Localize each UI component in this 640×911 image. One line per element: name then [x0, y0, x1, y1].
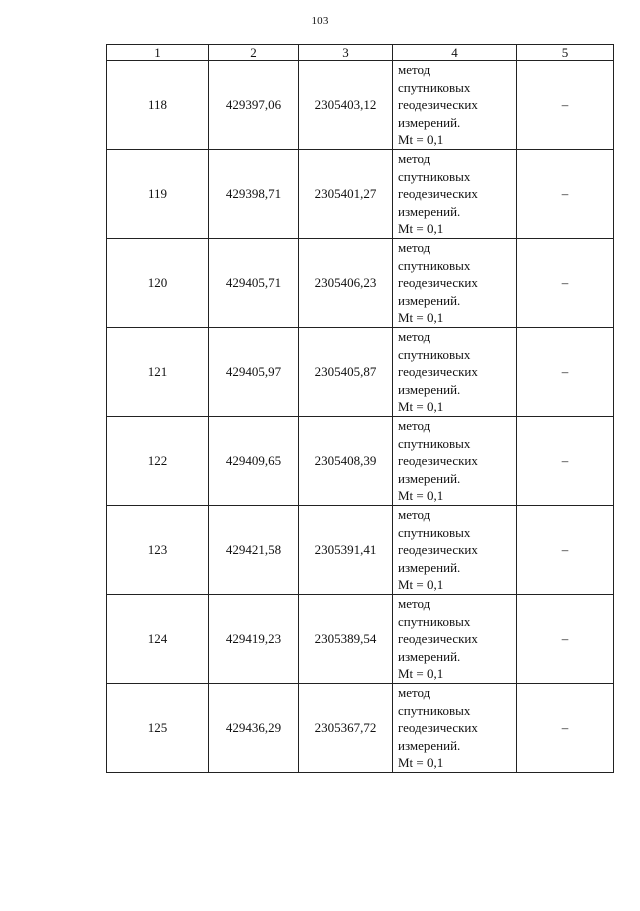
method-line: геодезических [398, 542, 478, 558]
point-number-cell: 119 [107, 150, 209, 239]
coordinates-table [106, 44, 614, 773]
method-line: измерений. [398, 559, 461, 575]
column-header-2: 2 [209, 45, 299, 61]
x-coordinate-cell: 429397,06 [209, 61, 299, 150]
method-cell [393, 506, 517, 595]
x-coordinate-cell: 429419,23 [209, 595, 299, 684]
method-line: спутниковых [398, 346, 471, 362]
table-row [107, 417, 614, 506]
method-line: измерений. [398, 292, 461, 308]
table-row [107, 328, 614, 417]
method-line: метод [398, 596, 431, 612]
y-coordinate-cell: 2305367,72 [299, 684, 393, 773]
method-cell [393, 239, 517, 328]
column-header-1: 1 [107, 45, 209, 61]
note-cell: – [517, 328, 614, 417]
method-line: спутниковых [398, 702, 471, 718]
method-cell [393, 417, 517, 506]
method-line: геодезических [398, 453, 478, 469]
y-coordinate-cell: 2305405,87 [299, 328, 393, 417]
note-cell: – [517, 417, 614, 506]
table-row [107, 595, 614, 684]
note-cell: – [517, 239, 614, 328]
method-line: Mt = 0,1 [398, 399, 444, 415]
method-line: спутниковых [398, 79, 471, 95]
method-line: метод [398, 685, 431, 701]
point-number-cell: 120 [107, 239, 209, 328]
method-line: геодезических [398, 720, 478, 736]
column-header-5: 5 [517, 45, 614, 61]
table-row [107, 684, 614, 773]
method-cell [393, 61, 517, 150]
x-coordinate-cell: 429398,71 [209, 150, 299, 239]
table-body [107, 61, 614, 773]
method-line: измерений. [398, 470, 461, 486]
method-line: Mt = 0,1 [398, 221, 444, 237]
point-number-cell: 125 [107, 684, 209, 773]
method-line: спутниковых [398, 524, 471, 540]
y-coordinate-cell: 2305401,27 [299, 150, 393, 239]
note-cell: – [517, 150, 614, 239]
point-number-cell: 123 [107, 506, 209, 595]
method-line: Mt = 0,1 [398, 132, 444, 148]
method-cell [393, 684, 517, 773]
column-header-3: 3 [299, 45, 393, 61]
method-line: Mt = 0,1 [398, 310, 444, 326]
method-line: Mt = 0,1 [398, 488, 444, 504]
method-line: спутниковых [398, 257, 471, 273]
method-line: спутниковых [398, 168, 471, 184]
method-line: измерений. [398, 737, 461, 753]
table-row [107, 239, 614, 328]
method-line: геодезических [398, 364, 478, 380]
method-line: Mt = 0,1 [398, 755, 444, 771]
point-number-cell: 122 [107, 417, 209, 506]
method-line: измерений. [398, 381, 461, 397]
method-line: геодезических [398, 97, 478, 113]
method-line: спутниковых [398, 435, 471, 451]
point-number-cell: 118 [107, 61, 209, 150]
point-number-cell: 124 [107, 595, 209, 684]
point-number-cell: 121 [107, 328, 209, 417]
y-coordinate-cell: 2305406,23 [299, 239, 393, 328]
method-line: метод [398, 240, 431, 256]
method-line: измерений. [398, 648, 461, 664]
method-cell [393, 328, 517, 417]
method-line: метод [398, 329, 431, 345]
note-cell: – [517, 684, 614, 773]
x-coordinate-cell: 429405,71 [209, 239, 299, 328]
y-coordinate-cell: 2305408,39 [299, 417, 393, 506]
method-line: Mt = 0,1 [398, 666, 444, 682]
x-coordinate-cell: 429409,65 [209, 417, 299, 506]
table-row [107, 506, 614, 595]
table-header [107, 45, 614, 61]
page-number: 103 [311, 15, 329, 27]
method-cell [393, 150, 517, 239]
method-line: спутниковых [398, 613, 471, 629]
table-row [107, 61, 614, 150]
note-cell: – [517, 506, 614, 595]
method-line: геодезических [398, 631, 478, 647]
x-coordinate-cell: 429405,97 [209, 328, 299, 417]
method-line: метод [398, 151, 431, 167]
header-row [107, 45, 614, 61]
column-header-4: 4 [393, 45, 517, 61]
y-coordinate-cell: 2305403,12 [299, 61, 393, 150]
method-line: метод [398, 507, 431, 523]
method-line: Mt = 0,1 [398, 577, 444, 593]
note-cell: – [517, 61, 614, 150]
method-line: метод [398, 62, 431, 78]
method-line: геодезических [398, 275, 478, 291]
method-cell [393, 595, 517, 684]
method-line: измерений. [398, 114, 461, 130]
y-coordinate-cell: 2305391,41 [299, 506, 393, 595]
method-line: метод [398, 418, 431, 434]
method-line: измерений. [398, 203, 461, 219]
x-coordinate-cell: 429421,58 [209, 506, 299, 595]
y-coordinate-cell: 2305389,54 [299, 595, 393, 684]
x-coordinate-cell: 429436,29 [209, 684, 299, 773]
table-row [107, 150, 614, 239]
note-cell: – [517, 595, 614, 684]
method-line: геодезических [398, 186, 478, 202]
